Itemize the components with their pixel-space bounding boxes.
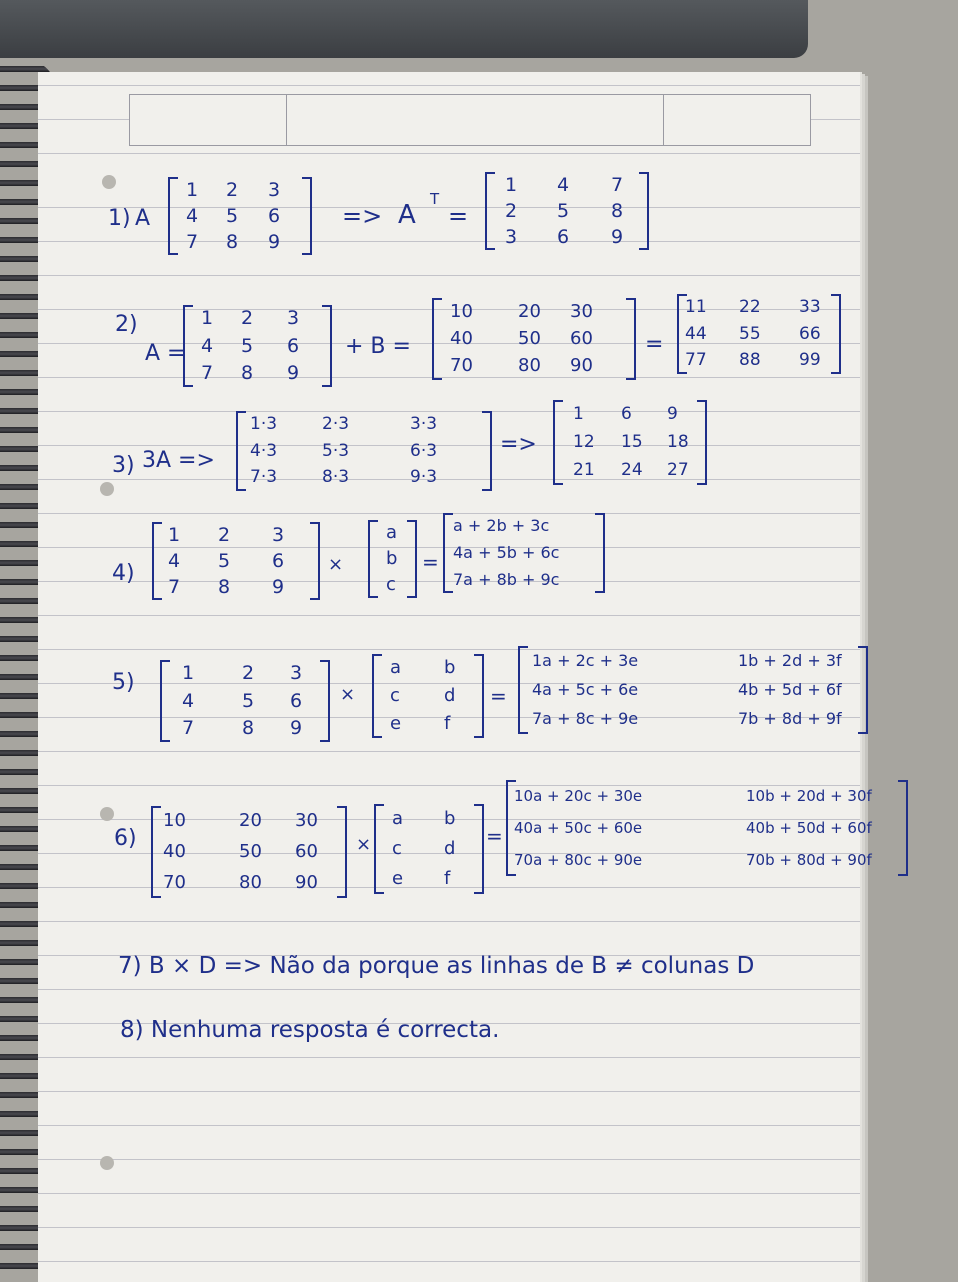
problem-4-times: ×: [328, 554, 344, 575]
matrix-cell: c: [392, 838, 402, 859]
matrix-cell: 4: [186, 204, 199, 227]
matrix-cell: a: [386, 522, 398, 543]
header-table: [129, 94, 811, 146]
matrix-cell: 6: [290, 689, 303, 712]
matrix-cell: 50: [239, 841, 262, 862]
matrix-cell: e: [390, 713, 402, 734]
matrix-cell: 2: [241, 307, 254, 330]
matrix-cell: 40a + 50c + 60e: [514, 818, 643, 837]
problem-6-result-matrix: [506, 780, 908, 876]
matrix-cell: 70a + 80c + 90e: [514, 850, 643, 869]
problem-6-number: 6): [114, 826, 137, 851]
matrix-cell: 90: [570, 355, 593, 377]
problem-3-arrow: =>: [500, 432, 537, 457]
problem-6-equals: =: [486, 824, 503, 848]
problem-5-result-matrix: [518, 646, 868, 734]
matrix-cell: 9: [611, 225, 624, 248]
problem-3-scaled-matrix: [236, 411, 492, 491]
matrix-cell: 4: [168, 549, 181, 572]
matrix-cell: 20: [518, 300, 541, 322]
matrix-cell: 7: [611, 173, 624, 196]
problem-1-number: 1): [108, 206, 131, 231]
matrix-cell: 1: [201, 307, 214, 330]
matrix-cell: 33: [799, 296, 821, 317]
problem-2-plus-b: + B =: [345, 334, 411, 359]
matrix-cell: 6: [557, 225, 570, 248]
matrix-cell: 44: [685, 323, 707, 344]
problem-5-matrix-v: [372, 654, 484, 738]
problem-1-matrix-a: [168, 177, 312, 255]
matrix-cell: 4: [201, 334, 214, 357]
problem-8-answer: 8) Nenhuma resposta é correcta.: [120, 1017, 500, 1043]
matrix-cell: b: [444, 657, 456, 678]
matrix-cell: 15: [621, 432, 643, 452]
matrix-cell: 4a + 5c + 6e: [532, 680, 639, 699]
matrix-cell: 4b + 5d + 6f: [738, 680, 842, 699]
matrix-cell: 7: [186, 230, 199, 253]
matrix-cell: b: [444, 808, 456, 829]
problem-4-number: 4): [112, 561, 135, 586]
matrix-cell: 9: [667, 403, 678, 424]
matrix-cell: 66: [799, 323, 821, 344]
problem-3-lhs: 3A =>: [142, 448, 215, 473]
matrix-cell: 2·3: [322, 413, 350, 434]
punch-hole: [102, 175, 116, 189]
matrix-cell: b: [386, 548, 398, 569]
matrix-cell: 4: [557, 173, 570, 196]
matrix-cell: 70: [163, 871, 186, 893]
matrix-cell: 9·3: [410, 467, 438, 488]
problem-5-equals: =: [490, 684, 507, 708]
problem-5-matrix-a: [160, 660, 330, 742]
matrix-cell: 2: [226, 178, 239, 201]
matrix-cell: 3: [287, 307, 300, 330]
problem-7-answer: 7) B × D => Não da porque as linhas de B ≠ colunas D: [118, 953, 755, 979]
problem-3-number: 3): [112, 453, 135, 478]
matrix-cell: 4a + 5b + 6c: [453, 543, 560, 562]
matrix-cell: 10: [163, 810, 186, 832]
matrix-cell: 8: [218, 575, 231, 598]
matrix-cell: 55: [739, 323, 761, 344]
matrix-cell: 8: [611, 199, 624, 222]
problem-6-times: ×: [356, 834, 372, 855]
matrix-cell: 9: [287, 361, 300, 384]
matrix-cell: 80: [518, 355, 541, 377]
matrix-cell: 99: [799, 350, 821, 371]
matrix-cell: 9: [290, 716, 303, 739]
matrix-cell: 70: [450, 355, 473, 377]
matrix-cell: 8: [226, 230, 239, 253]
matrix-cell: 7: [201, 361, 214, 384]
matrix-cell: 88: [739, 350, 761, 371]
problem-3-result-matrix: [553, 400, 707, 485]
matrix-cell: 60: [295, 841, 318, 862]
matrix-cell: c: [390, 685, 400, 706]
matrix-cell: 8: [242, 716, 255, 739]
matrix-cell: 40b + 50d + 60f: [746, 818, 872, 837]
matrix-cell: f: [444, 868, 451, 889]
matrix-cell: 1: [186, 178, 199, 201]
matrix-cell: 1b + 2d + 3f: [738, 650, 842, 670]
matrix-cell: c: [386, 574, 396, 595]
punch-hole: [100, 482, 114, 496]
matrix-cell: 2: [218, 523, 231, 546]
problem-1-rhs: A: [398, 200, 416, 230]
problem-1-lhs: A: [135, 206, 151, 231]
matrix-cell: 1: [505, 173, 518, 196]
matrix-cell: 5: [241, 334, 254, 357]
matrix-cell: 5: [226, 204, 239, 227]
matrix-cell: 7: [168, 575, 181, 598]
matrix-cell: 6: [272, 549, 285, 572]
matrix-cell: 5·3: [322, 440, 350, 461]
problem-2-number: 2): [115, 312, 138, 337]
matrix-cell: a: [392, 808, 404, 829]
matrix-cell: 24: [621, 460, 643, 481]
problem-4-equals: =: [422, 550, 439, 574]
problem-4-result-vector: [443, 513, 605, 593]
punch-hole: [100, 807, 114, 821]
matrix-cell: f: [444, 713, 451, 734]
matrix-cell: 27: [667, 460, 689, 481]
matrix-cell: a: [390, 657, 402, 678]
problem-2-lhs: A =: [145, 341, 186, 366]
matrix-cell: 7: [182, 716, 195, 739]
punch-hole: [100, 1156, 114, 1170]
matrix-cell: 3: [272, 523, 285, 546]
problem-1-equals: =: [448, 202, 469, 230]
matrix-cell: 5: [218, 549, 231, 572]
matrix-cell: 9: [272, 575, 285, 598]
matrix-cell: 1: [168, 523, 181, 546]
matrix-cell: 1: [182, 662, 195, 685]
matrix-cell: 21: [573, 460, 595, 481]
matrix-cell: 77: [685, 350, 707, 371]
matrix-cell: 7·3: [250, 467, 278, 488]
matrix-cell: 22: [739, 296, 761, 317]
matrix-cell: 1·3: [250, 413, 278, 434]
matrix-cell: 6·3: [410, 440, 438, 461]
matrix-cell: 8: [241, 361, 254, 384]
matrix-cell: 1: [573, 403, 584, 424]
problem-4-vector: [368, 520, 417, 598]
matrix-cell: 5: [242, 689, 255, 712]
matrix-cell: 1a + 2c + 3e: [532, 650, 639, 670]
matrix-cell: 6: [268, 204, 281, 227]
matrix-cell: 3: [268, 178, 281, 201]
problem-2-result-matrix: [677, 294, 841, 374]
matrix-cell: 40: [450, 328, 473, 349]
matrix-cell: 8·3: [322, 467, 350, 488]
matrix-cell: 80: [239, 871, 262, 893]
matrix-cell: 12: [573, 432, 595, 452]
problem-6-matrix-b: [151, 806, 347, 898]
matrix-cell: 70b + 80d + 90f: [746, 850, 872, 869]
matrix-cell: 7a + 8b + 9c: [453, 569, 560, 589]
laptop-edge: [0, 0, 808, 58]
matrix-cell: 6: [621, 403, 632, 424]
problem-5-number: 5): [112, 670, 135, 695]
problem-6-matrix-v: [374, 804, 484, 894]
matrix-cell: 20: [239, 810, 262, 832]
problem-5-times: ×: [340, 684, 356, 705]
problem-2-matrix-a: [183, 305, 332, 387]
matrix-cell: 4: [182, 689, 195, 712]
matrix-cell: 40: [163, 841, 186, 862]
matrix-cell: 3: [290, 662, 303, 685]
problem-1-matrix-transpose: [485, 172, 649, 250]
matrix-cell: 3·3: [410, 413, 438, 434]
matrix-cell: 10b + 20d + 30f: [746, 786, 872, 805]
matrix-cell: 30: [295, 810, 318, 832]
matrix-cell: 2: [505, 199, 518, 222]
matrix-cell: 2: [242, 662, 255, 685]
matrix-cell: a + 2b + 3c: [453, 516, 550, 536]
problem-2-matrix-b: [432, 298, 636, 380]
problem-4-matrix-a: [152, 522, 320, 600]
matrix-cell: 10a + 20c + 30e: [514, 786, 643, 805]
matrix-cell: 9: [268, 230, 281, 253]
problem-2-equals: =: [645, 332, 664, 357]
matrix-cell: 18: [667, 432, 689, 452]
matrix-cell: 30: [570, 300, 593, 322]
problem-1-arrow: =>: [342, 202, 383, 230]
matrix-cell: 4·3: [250, 440, 278, 461]
matrix-cell: 6: [287, 334, 300, 357]
matrix-cell: 11: [685, 296, 707, 317]
matrix-cell: d: [444, 685, 456, 706]
matrix-cell: 10: [450, 300, 473, 322]
matrix-cell: 3: [505, 225, 518, 248]
matrix-cell: 90: [295, 871, 318, 893]
matrix-cell: d: [444, 838, 456, 859]
matrix-cell: 7b + 8d + 9f: [738, 709, 842, 729]
matrix-cell: 7a + 8c + 9e: [532, 709, 639, 729]
matrix-cell: e: [392, 868, 404, 889]
matrix-cell: 60: [570, 328, 593, 349]
matrix-cell: 50: [518, 328, 541, 349]
problem-1-superscript: T: [430, 190, 440, 208]
matrix-cell: 5: [557, 199, 570, 222]
